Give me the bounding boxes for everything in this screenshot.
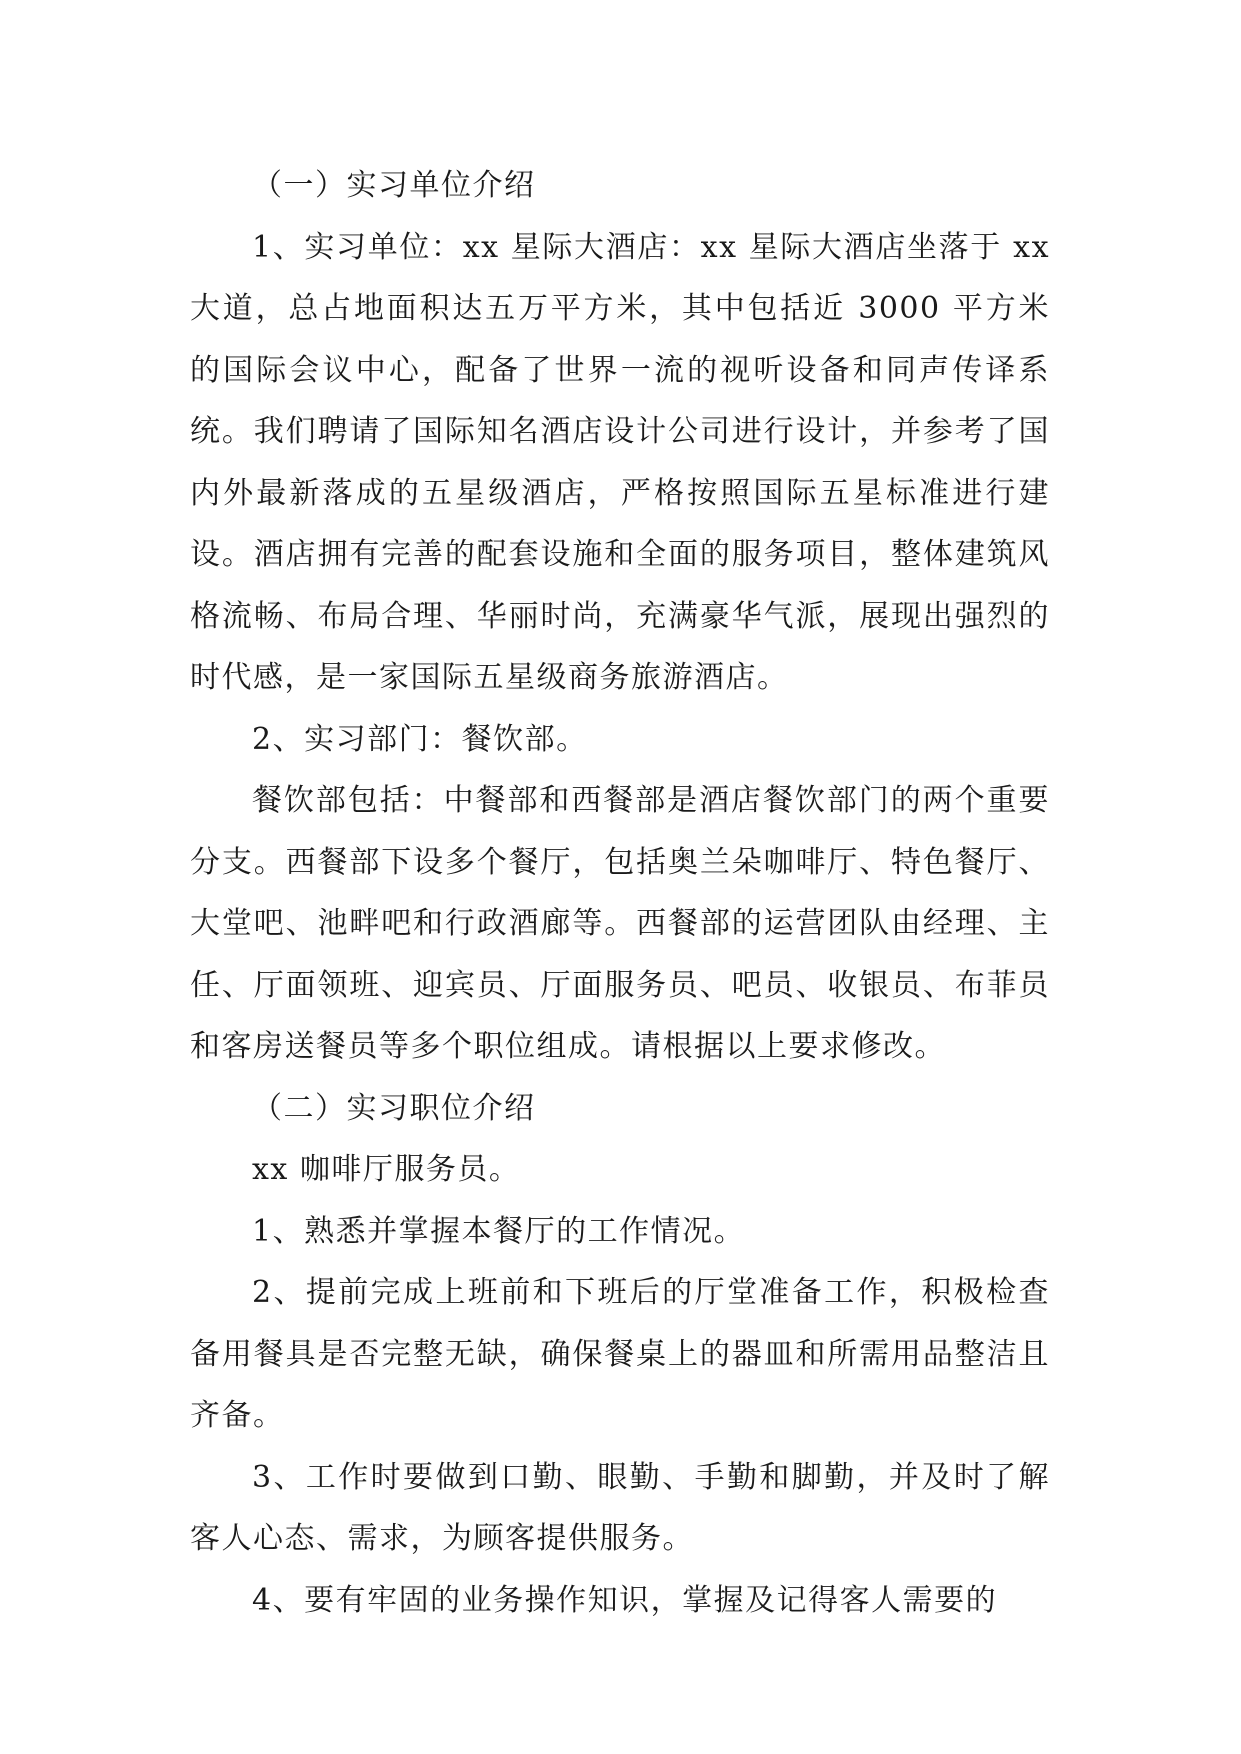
list-item-duty-4: 4、要有牢固的业务操作知识，掌握及记得客人需要的 [252,1582,998,1618]
paragraph-position-title: xx 咖啡厅服务员。 [252,1152,521,1187]
paragraph-internship-unit: 1、实习单位：xx 星际大酒店：xx 星际大酒店坐落于 xx 大道，总占地面积达五万平方米，其中包括近 3000 平方米的国际会议中心，配备了世界一流的视听设备和同声传译系统。我们聘请了国际知名酒店设计公司进行设计，并参考了国内外最新落成的五星级酒店，严格按照国际五星标准进行建设。酒店拥有完善的配套设施和全面的服务项目，整体建筑风格流畅、布局合理、华丽时尚，充满豪华气派，展现出强烈的时代感，是一家国际五星级商务旅游酒店。 [190,229,1050,695]
paragraph-internship-department: 2、实习部门：餐饮部。 [252,721,588,757]
section-heading-internship-unit: （一）实习单位介绍 [252,168,536,203]
list-item-duty-2: 2、提前完成上班前和下班后的厅堂准备工作，积极检查备用餐具是否完整无缺，确保餐桌上的器皿和所需用品整洁且齐备。 [190,1275,1050,1433]
section-heading-internship-position: （二）实习职位介绍 [252,1090,536,1126]
document-body [190,155,1050,1631]
list-item-duty-3: 3、工作时要做到口勤、眼勤、手勤和脚勤，并及时了解客人心态、需求，为顾客提供服务。 [190,1459,1050,1556]
list-item-duty-1: 1、熟悉并掌握本餐厅的工作情况。 [252,1213,746,1249]
paragraph-department-description: 餐饮部包括：中餐部和西餐部是酒店餐饮部门的两个重要分支。西餐部下设多个餐厅，包括奥兰朵咖啡厅、特色餐厅、大堂吧、池畔吧和行政酒廊等。西餐部的运营团队由经理、主任、厅面领班、迎宾员、厅面服务员、吧员、收银员、布菲员和客房送餐员等多个职位组成。请根据以上要求修改。 [190,783,1050,1064]
